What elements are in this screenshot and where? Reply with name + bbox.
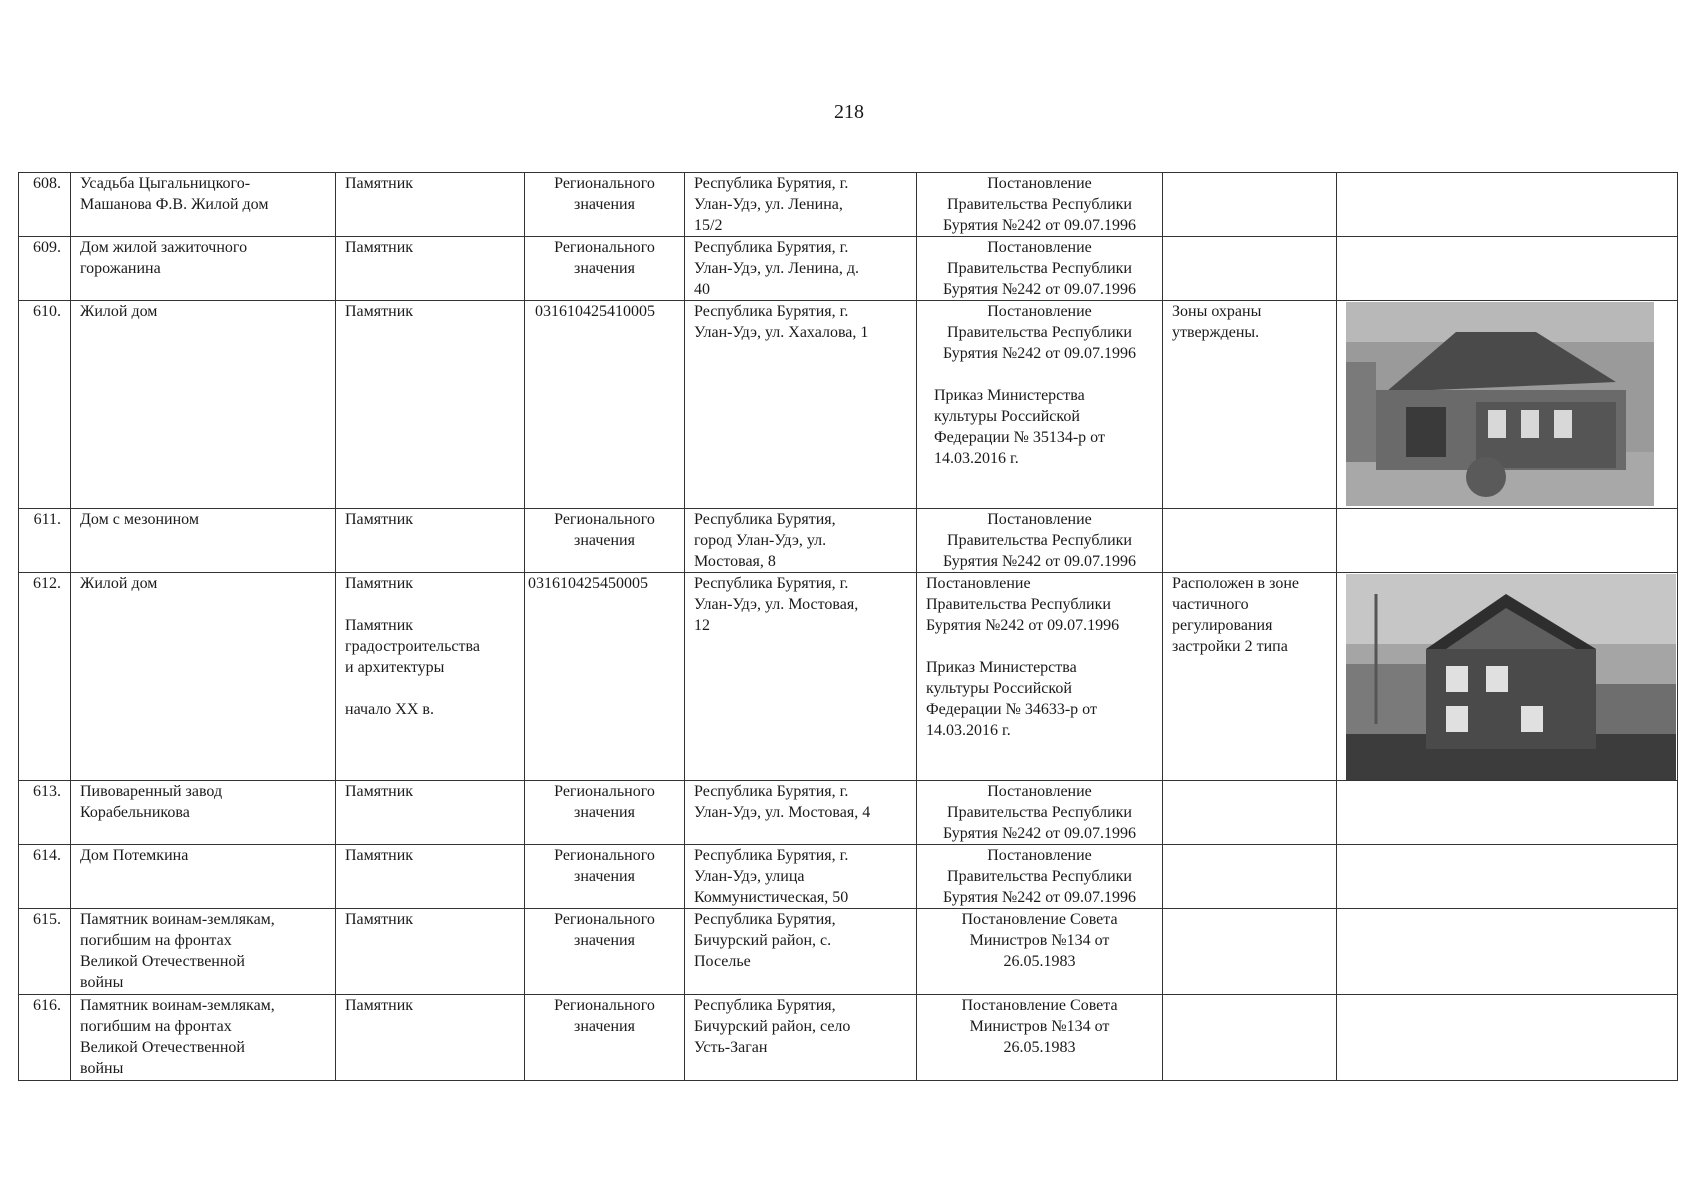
object-note: [1163, 781, 1337, 845]
row-number: 612.: [19, 573, 71, 781]
object-note: Расположен в зоне частичного регулирования застройки 2 типа: [1163, 573, 1337, 781]
object-significance: Регионального значения: [525, 909, 685, 995]
row-number: 610.: [19, 301, 71, 509]
object-note: [1163, 845, 1337, 909]
protection-act: Постановление Совета Министров №134 от 26.05.1983: [961, 911, 1118, 970]
object-significance: Регионального значения: [525, 509, 685, 573]
protection-act: Постановление Правительства Республики Бурятия №242 от 09.07.1996: [942, 175, 1137, 234]
object-category: Памятник Памятник градостроительства и архитектуры начало XX в.: [336, 573, 525, 781]
object-name: Дом жилой зажиточного горожанина: [71, 237, 336, 301]
object-category: Памятник: [336, 173, 525, 237]
protection-act: Постановление Правительства Республики Бурятия №242 от 09.07.1996: [942, 239, 1137, 298]
table-row: [19, 909, 1678, 995]
table-row: [19, 237, 1678, 301]
photo-cell: [1337, 995, 1678, 1081]
object-registry-number: 031610425450005: [525, 573, 685, 781]
table-row: [19, 781, 1678, 845]
object-significance: Регионального значения: [525, 173, 685, 237]
row-number: 614.: [19, 845, 71, 909]
photo-cell: [1337, 301, 1678, 509]
object-category: Памятник: [336, 781, 525, 845]
object-significance: Регионального значения: [525, 781, 685, 845]
table-row: [19, 301, 1678, 509]
photo-cell: [1337, 509, 1678, 573]
protection-act: Постановление Совета Министров №134 от 26.05.1983: [961, 997, 1118, 1056]
object-category: Памятник: [336, 845, 525, 909]
photo-cell: [1337, 909, 1678, 995]
protection-act: Постановление Правительства Республики Бурятия №242 от 09.07.1996: [942, 511, 1137, 570]
object-category: Памятник: [336, 237, 525, 301]
row-number: 616.: [19, 995, 71, 1081]
protection-act: Постановление Правительства Республики Бурятия №242 от 09.07.1996: [942, 783, 1137, 842]
object-name: Жилой дом: [71, 573, 336, 781]
object-name: Дом с мезонином: [71, 509, 336, 573]
object-note: [1163, 909, 1337, 995]
object-address: Республика Бурятия, г. Улан-Удэ, улица Коммунистическая, 50: [685, 845, 917, 909]
page-number: 218: [834, 101, 864, 123]
object-address: Республика Бурятия, город Улан-Удэ, ул. Мостовая, 8: [685, 509, 917, 573]
object-significance: Регионального значения: [525, 845, 685, 909]
object-name: Памятник воинам-землякам, погибшим на фронтах Великой Отечественной войны: [71, 995, 336, 1081]
object-address: Республика Бурятия, г. Улан-Удэ, ул. Ленина, д. 40: [685, 237, 917, 301]
object-address: Республика Бурятия, г. Улан-Удэ, ул. Мостовая, 12: [685, 573, 917, 781]
object-name: Памятник воинам-землякам, погибшим на фронтах Великой Отечественной войны: [71, 909, 336, 995]
row-number: 609.: [19, 237, 71, 301]
object-address: Республика Бурятия, г. Улан-Удэ, ул. Мостовая, 4: [685, 781, 917, 845]
object-note: Зоны охраны утверждены.: [1163, 301, 1337, 509]
object-note: [1163, 237, 1337, 301]
object-category: Памятник: [336, 909, 525, 995]
object-significance: Регионального значения: [525, 995, 685, 1081]
ministry-order: Приказ Министерства культуры Российской Федерации № 34633-р от 14.03.2016 г.: [926, 659, 1097, 739]
object-registry-number: 031610425410005: [525, 301, 685, 509]
object-address: Республика Бурятия, г. Улан-Удэ, ул. Хахалова, 1: [685, 301, 917, 509]
table-row: [19, 573, 1678, 781]
object-category: Памятник: [336, 509, 525, 573]
table-row: [19, 173, 1678, 237]
ministry-order: Приказ Министерства культуры Российской Федерации № 35134-р от 14.03.2016 г.: [934, 387, 1105, 467]
table-row: [19, 995, 1678, 1081]
object-note: [1163, 173, 1337, 237]
house-photo: [1346, 574, 1676, 780]
photo-cell: [1337, 237, 1678, 301]
row-number: 611.: [19, 509, 71, 573]
row-number: 613.: [19, 781, 71, 845]
row-number: 608.: [19, 173, 71, 237]
object-category: Памятник: [336, 995, 525, 1081]
photo-cell: [1337, 781, 1678, 845]
object-significance: Регионального значения: [525, 237, 685, 301]
row-number: 615.: [19, 909, 71, 995]
protection-act: Постановление Правительства Республики Бурятия №242 от 09.07.1996: [926, 575, 1120, 634]
heritage-registry-table: [18, 172, 1678, 1081]
object-category: Памятник: [336, 301, 525, 509]
object-name: Жилой дом: [71, 301, 336, 509]
house-photo: [1346, 302, 1654, 506]
photo-cell: [1337, 573, 1678, 781]
object-name: Дом Потемкина: [71, 845, 336, 909]
object-name: Пивоваренный завод Корабельникова: [71, 781, 336, 845]
photo-cell: [1337, 845, 1678, 909]
table-row: [19, 845, 1678, 909]
object-address: Республика Бурятия, Бичурский район, с. Поселье: [685, 909, 917, 995]
object-address: Республика Бурятия, Бичурский район, село Усть-Заган: [685, 995, 917, 1081]
photo-cell: [1337, 173, 1678, 237]
object-name: Усадьба Цыгальницкого- Машанова Ф.В. Жилой дом: [71, 173, 336, 237]
object-note: [1163, 995, 1337, 1081]
protection-act: Постановление Правительства Республики Бурятия №242 от 09.07.1996: [942, 847, 1137, 906]
table-row: [19, 509, 1678, 573]
object-note: [1163, 509, 1337, 573]
protection-act: Постановление Правительства Республики Бурятия №242 от 09.07.1996: [942, 303, 1137, 362]
object-address: Республика Бурятия, г. Улан-Удэ, ул. Ленина, 15/2: [685, 173, 917, 237]
